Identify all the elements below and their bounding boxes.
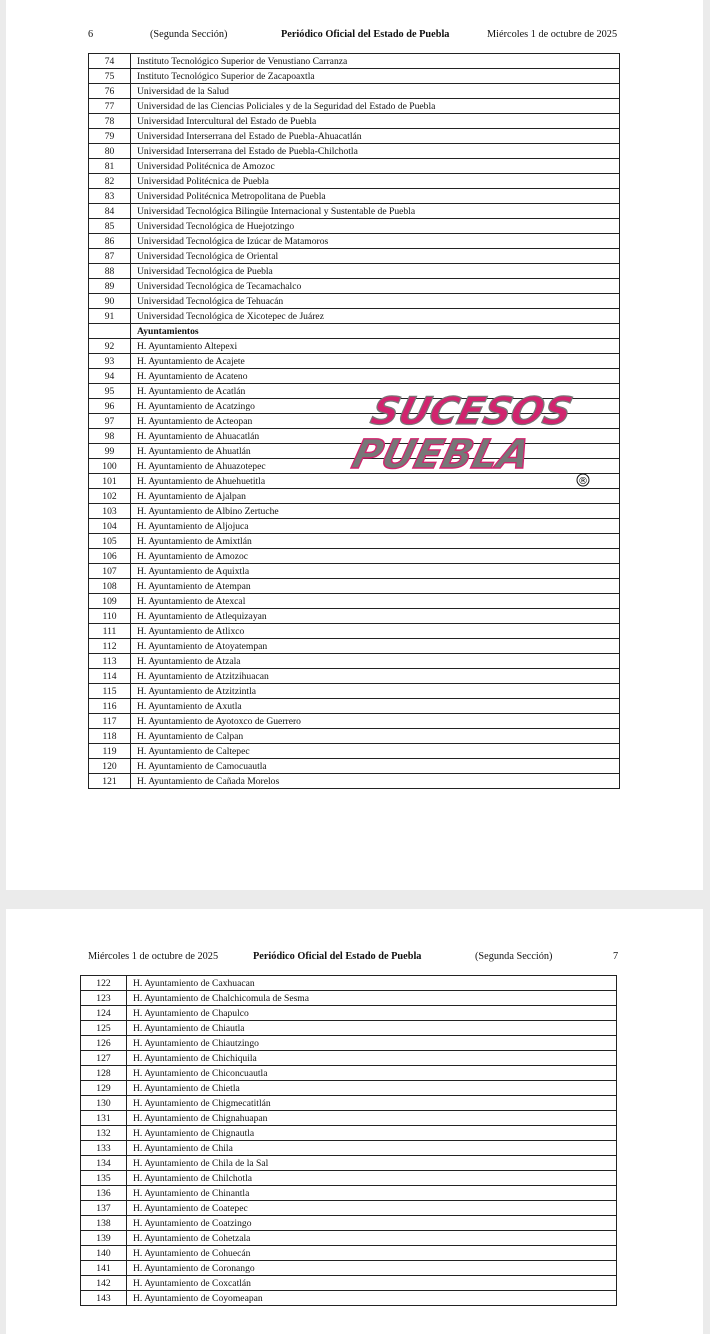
document-page-6 (6, 0, 703, 890)
entity-name: H. Ayuntamiento de Chalchicomula de Sesma (127, 991, 617, 1006)
table-row (81, 1216, 617, 1231)
entity-name: H. Ayuntamiento Altepexi (131, 339, 620, 354)
row-number: 86 (89, 234, 131, 249)
entity-name: H. Ayuntamiento de Atoyatempan (131, 639, 620, 654)
entity-name: H. Ayuntamiento de Albino Zertuche (131, 504, 620, 519)
table-row (89, 429, 620, 444)
entity-name: H. Ayuntamiento de Calpan (131, 729, 620, 744)
table-row (89, 744, 620, 759)
table-row (89, 309, 620, 324)
row-number: 96 (89, 399, 131, 414)
row-number: 91 (89, 309, 131, 324)
entity-name: H. Ayuntamiento de Coatepec (127, 1201, 617, 1216)
row-number: 123 (81, 991, 127, 1006)
table-row (89, 294, 620, 309)
entity-name: H. Ayuntamiento de Chietla (127, 1081, 617, 1096)
entity-name: Universidad de la Salud (131, 84, 620, 99)
table-row (89, 519, 620, 534)
publication-date: Miércoles 1 de octubre de 2025 (88, 951, 219, 962)
entity-name: H. Ayuntamiento de Atempan (131, 579, 620, 594)
entity-name: H. Ayuntamiento de Chigmecatitlán (127, 1096, 617, 1111)
table-row (89, 504, 620, 519)
table-row (81, 1096, 617, 1111)
entity-name: Instituto Tecnológico Superior de Venustiano Carranza (131, 54, 620, 69)
entity-name: Instituto Tecnológico Superior de Zacapoaxtla (131, 69, 620, 84)
entity-name: Universidad Interserrana del Estado de Puebla-Ahuacatlán (131, 129, 620, 144)
entity-name: Universidad Tecnológica de Tecamachalco (131, 279, 620, 294)
row-number: 135 (81, 1171, 127, 1186)
table-row (89, 474, 620, 489)
row-number: 143 (81, 1291, 127, 1306)
entity-name: H. Ayuntamiento de Acajete (131, 354, 620, 369)
row-number: 100 (89, 459, 131, 474)
row-number: 90 (89, 294, 131, 309)
table-row (81, 1156, 617, 1171)
row-number: 77 (89, 99, 131, 114)
entity-name: H. Ayuntamiento de Axutla (131, 699, 620, 714)
table-row (89, 729, 620, 744)
entity-name: H. Ayuntamiento de Acateno (131, 369, 620, 384)
table-row (89, 654, 620, 669)
entity-name: H. Ayuntamiento de Coxcatlán (127, 1276, 617, 1291)
table-row (81, 1051, 617, 1066)
table-row (89, 219, 620, 234)
entity-name: Universidad Tecnológica de Oriental (131, 249, 620, 264)
row-number: 88 (89, 264, 131, 279)
row-number: 87 (89, 249, 131, 264)
entity-name: H. Ayuntamiento de Coyomeapan (127, 1291, 617, 1306)
row-number: 103 (89, 504, 131, 519)
table-row (81, 1201, 617, 1216)
table-row (89, 264, 620, 279)
table-row (89, 189, 620, 204)
entity-name: H. Ayuntamiento de Atzitzihuacan (131, 669, 620, 684)
entity-name: H. Ayuntamiento de Caxhuacan (127, 976, 617, 991)
row-number: 82 (89, 174, 131, 189)
entity-name: H. Ayuntamiento de Chichiquila (127, 1051, 617, 1066)
row-number: 141 (81, 1261, 127, 1276)
publication-title: Periódico Oficial del Estado de Puebla (253, 951, 422, 962)
entity-name: H. Ayuntamiento de Cohetzala (127, 1231, 617, 1246)
table-row (89, 129, 620, 144)
row-number: 134 (81, 1156, 127, 1171)
entity-name: H. Ayuntamiento de Atlequizayan (131, 609, 620, 624)
table-row (89, 624, 620, 639)
row-number: 78 (89, 114, 131, 129)
row-number: 124 (81, 1006, 127, 1021)
table-row (89, 579, 620, 594)
table-row (89, 444, 620, 459)
table-row (89, 174, 620, 189)
table-row (89, 204, 620, 219)
row-number (89, 324, 131, 339)
entity-name: Universidad de las Ciencias Policiales y de la Seguridad del Estado de Puebla (131, 99, 620, 114)
table-row (89, 639, 620, 654)
entity-name: H. Ayuntamiento de Chila de la Sal (127, 1156, 617, 1171)
row-number: 122 (81, 976, 127, 991)
section-label: (Segunda Sección) (150, 29, 228, 40)
row-number: 93 (89, 354, 131, 369)
row-number: 119 (89, 744, 131, 759)
publication-date: Miércoles 1 de octubre de 2025 (487, 29, 618, 40)
row-number: 89 (89, 279, 131, 294)
table-row (81, 1276, 617, 1291)
row-number: 110 (89, 609, 131, 624)
table-row (89, 774, 620, 789)
row-number: 95 (89, 384, 131, 399)
table-row (81, 1066, 617, 1081)
entity-name: H. Ayuntamiento de Chiautzingo (127, 1036, 617, 1051)
table-row (89, 159, 620, 174)
section-label: (Segunda Sección) (475, 951, 553, 962)
table-row (89, 534, 620, 549)
row-number: 75 (89, 69, 131, 84)
entity-name: H. Ayuntamiento de Aljojuca (131, 519, 620, 534)
row-number: 97 (89, 414, 131, 429)
row-number: 132 (81, 1126, 127, 1141)
row-number: 131 (81, 1111, 127, 1126)
row-number: 112 (89, 639, 131, 654)
table-row (89, 609, 620, 624)
row-number: 105 (89, 534, 131, 549)
row-number: 114 (89, 669, 131, 684)
entity-name: H. Ayuntamiento de Cohuecán (127, 1246, 617, 1261)
entity-name: H. Ayuntamiento de Coronango (127, 1261, 617, 1276)
row-number: 94 (89, 369, 131, 384)
table-row (81, 976, 617, 991)
entity-name: Universidad Tecnológica Bilingüe Internacional y Sustentable de Puebla (131, 204, 620, 219)
entity-name: H. Ayuntamiento de Atlixco (131, 624, 620, 639)
row-number: 108 (89, 579, 131, 594)
table-row (81, 1021, 617, 1036)
table-row (81, 1141, 617, 1156)
row-number: 136 (81, 1186, 127, 1201)
row-number: 80 (89, 144, 131, 159)
entity-name: H. Ayuntamiento de Acatlán (131, 384, 620, 399)
table-row (89, 54, 620, 69)
row-number: 107 (89, 564, 131, 579)
row-number: 138 (81, 1216, 127, 1231)
row-number: 130 (81, 1096, 127, 1111)
row-number: 121 (89, 774, 131, 789)
row-number: 102 (89, 489, 131, 504)
publication-title: Periódico Oficial del Estado de Puebla (281, 29, 450, 40)
page-number: 6 (88, 29, 94, 40)
row-number: 139 (81, 1231, 127, 1246)
row-number: 111 (89, 624, 131, 639)
entity-name: Universidad Tecnológica de Huejotzingo (131, 219, 620, 234)
table-row (89, 669, 620, 684)
table-row (89, 414, 620, 429)
entity-name: Universidad Politécnica de Amozoc (131, 159, 620, 174)
row-number: 116 (89, 699, 131, 714)
entity-name: H. Ayuntamiento de Atexcal (131, 594, 620, 609)
entity-name: H. Ayuntamiento de Amozoc (131, 549, 620, 564)
entity-name: Universidad Tecnológica de Xicotepec de Juárez (131, 309, 620, 324)
entity-name: H. Ayuntamiento de Chilchotla (127, 1171, 617, 1186)
row-number: 99 (89, 444, 131, 459)
table-row (89, 99, 620, 114)
registry-table (80, 975, 617, 1306)
table-row (89, 594, 620, 609)
entity-name: H. Ayuntamiento de Ahuazotepec (131, 459, 620, 474)
table-row (89, 684, 620, 699)
entity-name: H. Ayuntamiento de Acatzingo (131, 399, 620, 414)
entity-name: H. Ayuntamiento de Ahuehuetitla (131, 474, 620, 489)
table-row (89, 339, 620, 354)
entity-name: H. Ayuntamiento de Chignahuapan (127, 1111, 617, 1126)
table-row (89, 234, 620, 249)
row-number: 120 (89, 759, 131, 774)
row-number: 126 (81, 1036, 127, 1051)
table-row (89, 84, 620, 99)
table-row (89, 69, 620, 84)
row-number: 117 (89, 714, 131, 729)
row-number: 128 (81, 1066, 127, 1081)
entity-name: H. Ayuntamiento de Ajalpan (131, 489, 620, 504)
section-heading: Ayuntamientos (131, 324, 620, 339)
entity-name: H. Ayuntamiento de Acteopan (131, 414, 620, 429)
table-row (81, 1036, 617, 1051)
table-row (89, 354, 620, 369)
entity-name: Universidad Politécnica Metropolitana de Puebla (131, 189, 620, 204)
entity-name: Universidad Tecnológica de Puebla (131, 264, 620, 279)
table-row (89, 279, 620, 294)
row-number: 137 (81, 1201, 127, 1216)
row-number: 74 (89, 54, 131, 69)
row-number: 129 (81, 1081, 127, 1096)
entity-name: H. Ayuntamiento de Chiconcuautla (127, 1066, 617, 1081)
row-number: 118 (89, 729, 131, 744)
row-number: 101 (89, 474, 131, 489)
table-row (89, 369, 620, 384)
table-row (89, 324, 620, 339)
entity-name: H. Ayuntamiento de Atzitzintla (131, 684, 620, 699)
row-number: 127 (81, 1051, 127, 1066)
row-number: 85 (89, 219, 131, 234)
table-row (89, 459, 620, 474)
entity-name: H. Ayuntamiento de Chapulco (127, 1006, 617, 1021)
table-row (81, 991, 617, 1006)
row-number: 104 (89, 519, 131, 534)
table-row (81, 1126, 617, 1141)
row-number: 113 (89, 654, 131, 669)
row-number: 115 (89, 684, 131, 699)
table-row (89, 759, 620, 774)
row-number: 125 (81, 1021, 127, 1036)
entity-name: Universidad Interserrana del Estado de Puebla-Chilchotla (131, 144, 620, 159)
page-number: 7 (613, 951, 619, 962)
entity-name: H. Ayuntamiento de Chila (127, 1141, 617, 1156)
entity-name: H. Ayuntamiento de Aquixtla (131, 564, 620, 579)
entity-name: H. Ayuntamiento de Ayotoxco de Guerrero (131, 714, 620, 729)
entity-name: H. Ayuntamiento de Atzala (131, 654, 620, 669)
row-number: 140 (81, 1246, 127, 1261)
row-number: 142 (81, 1276, 127, 1291)
row-number: 133 (81, 1141, 127, 1156)
registered-mark: ® (578, 476, 588, 487)
entity-name: H. Ayuntamiento de Coatzingo (127, 1216, 617, 1231)
entity-name: H. Ayuntamiento de Ahuatlán (131, 444, 620, 459)
table-row (89, 489, 620, 504)
table-row (81, 1261, 617, 1276)
table-row (81, 1231, 617, 1246)
entity-name: H. Ayuntamiento de Ahuacatlán (131, 429, 620, 444)
row-number: 109 (89, 594, 131, 609)
table-row (81, 1291, 617, 1306)
table-row (89, 399, 620, 414)
table-row (89, 699, 620, 714)
entity-name: Universidad Intercultural del Estado de Puebla (131, 114, 620, 129)
entity-name: Universidad Politécnica de Puebla (131, 174, 620, 189)
table-row (81, 1186, 617, 1201)
table-row (89, 384, 620, 399)
registry-table (88, 53, 620, 789)
row-number: 79 (89, 129, 131, 144)
table-row (81, 1111, 617, 1126)
table-row (81, 1006, 617, 1021)
row-number: 76 (89, 84, 131, 99)
entity-name: H. Ayuntamiento de Cañada Morelos (131, 774, 620, 789)
table-row (89, 249, 620, 264)
entity-name: H. Ayuntamiento de Camocuautla (131, 759, 620, 774)
entity-name: H. Ayuntamiento de Caltepec (131, 744, 620, 759)
watermark-line-1: SUCESOS (366, 389, 577, 434)
row-number: 92 (89, 339, 131, 354)
row-number: 106 (89, 549, 131, 564)
watermark-line-2: PUEBLA (347, 430, 536, 478)
entity-name: H. Ayuntamiento de Amixtlán (131, 534, 620, 549)
table-row (81, 1081, 617, 1096)
entity-name: H. Ayuntamiento de Chinantla (127, 1186, 617, 1201)
entity-name: Universidad Tecnológica de Izúcar de Matamoros (131, 234, 620, 249)
row-number: 84 (89, 204, 131, 219)
entity-name: H. Ayuntamiento de Chignautla (127, 1126, 617, 1141)
entity-name: Universidad Tecnológica de Tehuacán (131, 294, 620, 309)
entity-name: H. Ayuntamiento de Chiautla (127, 1021, 617, 1036)
row-number: 83 (89, 189, 131, 204)
table-row (89, 144, 620, 159)
table-row (89, 714, 620, 729)
table-row (81, 1246, 617, 1261)
row-number: 98 (89, 429, 131, 444)
table-row (89, 564, 620, 579)
table-row (81, 1171, 617, 1186)
row-number: 81 (89, 159, 131, 174)
table-row (89, 549, 620, 564)
table-row (89, 114, 620, 129)
